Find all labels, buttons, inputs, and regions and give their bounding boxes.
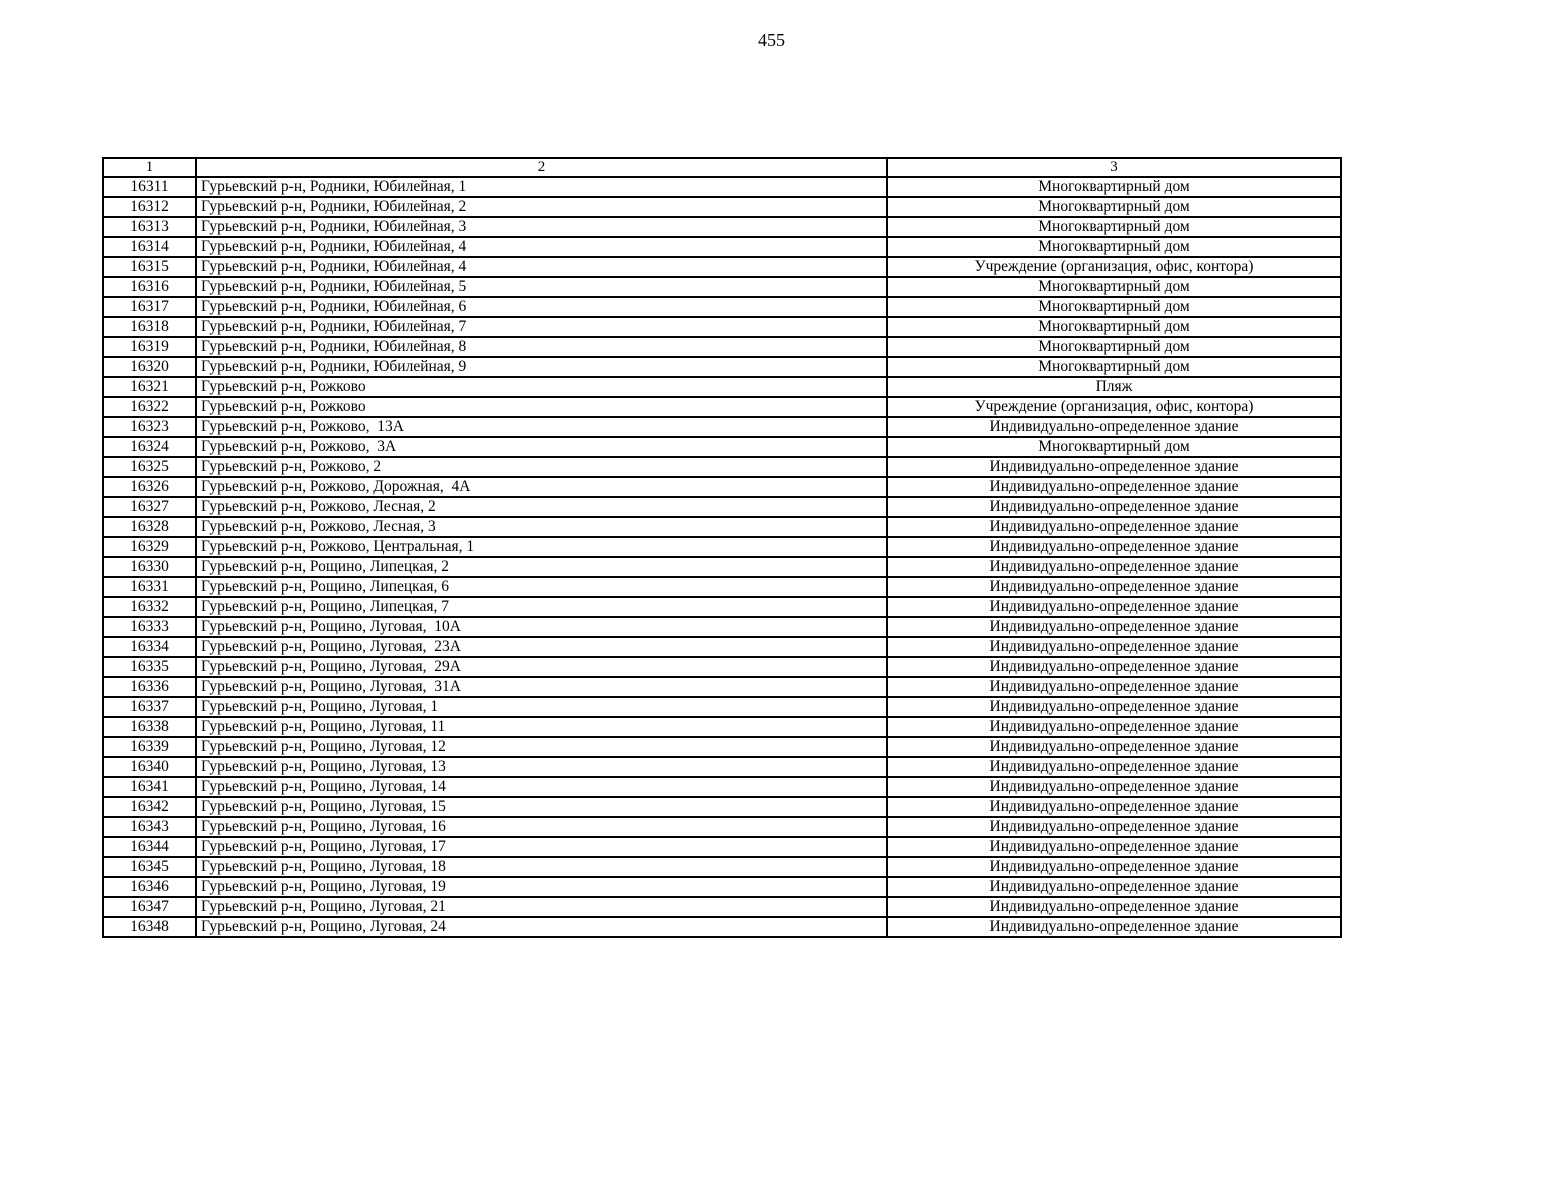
row-type-cell: Индивидуально-определенное здание — [887, 877, 1341, 897]
row-id-cell: 16323 — [103, 417, 196, 437]
row-id-cell: 16331 — [103, 577, 196, 597]
row-address-cell: Гурьевский р-н, Родники, Юбилейная, 7 — [196, 317, 887, 337]
table-row — [103, 577, 1341, 597]
table-row — [103, 237, 1341, 257]
row-address-cell: Гурьевский р-н, Рожково — [196, 397, 887, 417]
table-row — [103, 777, 1341, 797]
row-id-cell: 16315 — [103, 257, 196, 277]
row-id-cell: 16336 — [103, 677, 196, 697]
table-row — [103, 457, 1341, 477]
row-address-cell: Гурьевский р-н, Родники, Юбилейная, 8 — [196, 337, 887, 357]
row-id-cell: 16329 — [103, 537, 196, 557]
row-id-cell: 16341 — [103, 777, 196, 797]
table-row — [103, 757, 1341, 777]
row-address-cell: Гурьевский р-н, Родники, Юбилейная, 9 — [196, 357, 887, 377]
row-type-cell: Индивидуально-определенное здание — [887, 537, 1341, 557]
row-id-cell: 16334 — [103, 637, 196, 657]
row-address-cell: Гурьевский р-н, Рощино, Луговая, 21 — [196, 897, 887, 917]
row-address-cell: Гурьевский р-н, Рожково, 3А — [196, 437, 887, 457]
table-row — [103, 437, 1341, 457]
row-id-cell: 16312 — [103, 197, 196, 217]
row-id-cell: 16332 — [103, 597, 196, 617]
table-row — [103, 317, 1341, 337]
table-row — [103, 657, 1341, 677]
row-type-cell: Многоквартирный дом — [887, 357, 1341, 377]
table-row — [103, 817, 1341, 837]
row-id-cell: 16344 — [103, 837, 196, 857]
table-row — [103, 837, 1341, 857]
row-id-cell: 16330 — [103, 557, 196, 577]
row-type-cell: Учреждение (организация, офис, контора) — [887, 397, 1341, 417]
row-type-cell: Индивидуально-определенное здание — [887, 497, 1341, 517]
row-address-cell: Гурьевский р-н, Рожково, Центральная, 1 — [196, 537, 887, 557]
row-id-cell: 16340 — [103, 757, 196, 777]
table-row — [103, 517, 1341, 537]
row-type-cell: Индивидуально-определенное здание — [887, 677, 1341, 697]
row-id-cell: 16318 — [103, 317, 196, 337]
table-row — [103, 497, 1341, 517]
row-type-cell: Пляж — [887, 377, 1341, 397]
row-address-cell: Гурьевский р-н, Родники, Юбилейная, 5 — [196, 277, 887, 297]
row-id-cell: 16345 — [103, 857, 196, 877]
row-address-cell: Гурьевский р-н, Рощино, Луговая, 10А — [196, 617, 887, 637]
table-row — [103, 217, 1341, 237]
row-type-cell: Индивидуально-определенное здание — [887, 817, 1341, 837]
row-type-cell: Индивидуально-определенное здание — [887, 717, 1341, 737]
table-row — [103, 717, 1341, 737]
row-address-cell: Гурьевский р-н, Рожково — [196, 377, 887, 397]
table-row — [103, 277, 1341, 297]
row-type-cell: Индивидуально-определенное здание — [887, 657, 1341, 677]
row-type-cell: Индивидуально-определенное здание — [887, 917, 1341, 937]
row-id-cell: 16337 — [103, 697, 196, 717]
table-row — [103, 377, 1341, 397]
row-type-cell: Индивидуально-определенное здание — [887, 417, 1341, 437]
row-id-cell: 16348 — [103, 917, 196, 937]
row-type-cell: Индивидуально-определенное здание — [887, 517, 1341, 537]
row-type-cell: Индивидуально-определенное здание — [887, 857, 1341, 877]
row-id-cell: 16335 — [103, 657, 196, 677]
row-address-cell: Гурьевский р-н, Рощино, Луговая, 24 — [196, 917, 887, 937]
row-type-cell: Многоквартирный дом — [887, 237, 1341, 257]
row-id-cell: 16343 — [103, 817, 196, 837]
row-id-cell: 16311 — [103, 177, 196, 197]
registry-table-body — [103, 158, 1341, 937]
row-address-cell: Гурьевский р-н, Рощино, Луговая, 15 — [196, 797, 887, 817]
column-header-3: 3 — [887, 158, 1341, 177]
row-id-cell: 16314 — [103, 237, 196, 257]
table-row — [103, 857, 1341, 877]
table-row — [103, 257, 1341, 277]
table-row — [103, 917, 1341, 937]
row-id-cell: 16313 — [103, 217, 196, 237]
row-type-cell: Индивидуально-определенное здание — [887, 557, 1341, 577]
row-id-cell: 16347 — [103, 897, 196, 917]
row-address-cell: Гурьевский р-н, Рощино, Луговая, 29А — [196, 657, 887, 677]
row-id-cell: 16316 — [103, 277, 196, 297]
row-type-cell: Индивидуально-определенное здание — [887, 597, 1341, 617]
row-address-cell: Гурьевский р-н, Рожково, 13А — [196, 417, 887, 437]
row-id-cell: 16321 — [103, 377, 196, 397]
table-row — [103, 877, 1341, 897]
row-id-cell: 16324 — [103, 437, 196, 457]
row-address-cell: Гурьевский р-н, Рожково, Дорожная, 4А — [196, 477, 887, 497]
table-row — [103, 737, 1341, 757]
table-row — [103, 637, 1341, 657]
row-address-cell: Гурьевский р-н, Рощино, Луговая, 13 — [196, 757, 887, 777]
row-id-cell: 16319 — [103, 337, 196, 357]
row-type-cell: Учреждение (организация, офис, контора) — [887, 257, 1341, 277]
row-id-cell: 16317 — [103, 297, 196, 317]
table-row — [103, 557, 1341, 577]
row-address-cell: Гурьевский р-н, Рощино, Луговая, 23А — [196, 637, 887, 657]
row-type-cell: Многоквартирный дом — [887, 337, 1341, 357]
row-address-cell: Гурьевский р-н, Родники, Юбилейная, 4 — [196, 237, 887, 257]
row-address-cell: Гурьевский р-н, Рощино, Луговая, 16 — [196, 817, 887, 837]
row-type-cell: Индивидуально-определенное здание — [887, 737, 1341, 757]
row-address-cell: Гурьевский р-н, Родники, Юбилейная, 3 — [196, 217, 887, 237]
table-row — [103, 897, 1341, 917]
row-type-cell: Многоквартирный дом — [887, 297, 1341, 317]
row-type-cell: Индивидуально-определенное здание — [887, 477, 1341, 497]
page-number: 455 — [758, 30, 785, 50]
row-type-cell: Индивидуально-определенное здание — [887, 577, 1341, 597]
row-address-cell: Гурьевский р-н, Рощино, Луговая, 17 — [196, 837, 887, 857]
row-id-cell: 16339 — [103, 737, 196, 757]
table-row — [103, 357, 1341, 377]
row-address-cell: Гурьевский р-н, Рощино, Луговая, 1 — [196, 697, 887, 717]
row-address-cell: Гурьевский р-н, Рощино, Липецкая, 6 — [196, 577, 887, 597]
row-address-cell: Гурьевский р-н, Рощино, Липецкая, 2 — [196, 557, 887, 577]
row-address-cell: Гурьевский р-н, Родники, Юбилейная, 4 — [196, 257, 887, 277]
row-id-cell: 16322 — [103, 397, 196, 417]
row-id-cell: 16338 — [103, 717, 196, 737]
row-address-cell: Гурьевский р-н, Рощино, Луговая, 31А — [196, 677, 887, 697]
row-type-cell: Многоквартирный дом — [887, 177, 1341, 197]
row-type-cell: Индивидуально-определенное здание — [887, 757, 1341, 777]
row-address-cell: Гурьевский р-н, Рощино, Луговая, 14 — [196, 777, 887, 797]
table-row — [103, 417, 1341, 437]
row-type-cell: Индивидуально-определенное здание — [887, 797, 1341, 817]
table-row — [103, 537, 1341, 557]
table-row — [103, 697, 1341, 717]
row-type-cell: Многоквартирный дом — [887, 197, 1341, 217]
table-row — [103, 597, 1341, 617]
table-row — [103, 397, 1341, 417]
registry-table — [102, 157, 1342, 938]
row-type-cell: Многоквартирный дом — [887, 317, 1341, 337]
row-type-cell: Индивидуально-определенное здание — [887, 697, 1341, 717]
row-type-cell: Индивидуально-определенное здание — [887, 617, 1341, 637]
row-type-cell: Индивидуально-определенное здание — [887, 457, 1341, 477]
row-id-cell: 16327 — [103, 497, 196, 517]
column-header-1: 1 — [103, 158, 196, 177]
row-address-cell: Гурьевский р-н, Рощино, Луговая, 19 — [196, 877, 887, 897]
row-type-cell: Индивидуально-определенное здание — [887, 837, 1341, 857]
row-address-cell: Гурьевский р-н, Рожково, Лесная, 3 — [196, 517, 887, 537]
row-address-cell: Гурьевский р-н, Рощино, Луговая, 12 — [196, 737, 887, 757]
column-header-2: 2 — [196, 158, 887, 177]
row-id-cell: 16320 — [103, 357, 196, 377]
row-type-cell: Многоквартирный дом — [887, 277, 1341, 297]
row-address-cell: Гурьевский р-н, Родники, Юбилейная, 6 — [196, 297, 887, 317]
row-type-cell: Индивидуально-определенное здание — [887, 777, 1341, 797]
table-row — [103, 797, 1341, 817]
table-row — [103, 177, 1341, 197]
row-id-cell: 16325 — [103, 457, 196, 477]
table-row — [103, 197, 1341, 217]
table-row — [103, 617, 1341, 637]
row-type-cell: Индивидуально-определенное здание — [887, 897, 1341, 917]
row-type-cell: Индивидуально-определенное здание — [887, 637, 1341, 657]
row-address-cell: Гурьевский р-н, Рожково, 2 — [196, 457, 887, 477]
table-row — [103, 677, 1341, 697]
row-address-cell: Гурьевский р-н, Рощино, Луговая, 18 — [196, 857, 887, 877]
table-row — [103, 477, 1341, 497]
row-id-cell: 16328 — [103, 517, 196, 537]
table-row — [103, 297, 1341, 317]
row-address-cell: Гурьевский р-н, Рощино, Липецкая, 7 — [196, 597, 887, 617]
row-type-cell: Многоквартирный дом — [887, 437, 1341, 457]
table-header-row — [103, 158, 1341, 177]
row-id-cell: 16333 — [103, 617, 196, 637]
row-id-cell: 16326 — [103, 477, 196, 497]
row-address-cell: Гурьевский р-н, Родники, Юбилейная, 2 — [196, 197, 887, 217]
table-row — [103, 337, 1341, 357]
row-address-cell: Гурьевский р-н, Рожково, Лесная, 2 — [196, 497, 887, 517]
row-type-cell: Многоквартирный дом — [887, 217, 1341, 237]
row-address-cell: Гурьевский р-н, Рощино, Луговая, 11 — [196, 717, 887, 737]
row-id-cell: 16346 — [103, 877, 196, 897]
row-address-cell: Гурьевский р-н, Родники, Юбилейная, 1 — [196, 177, 887, 197]
row-id-cell: 16342 — [103, 797, 196, 817]
